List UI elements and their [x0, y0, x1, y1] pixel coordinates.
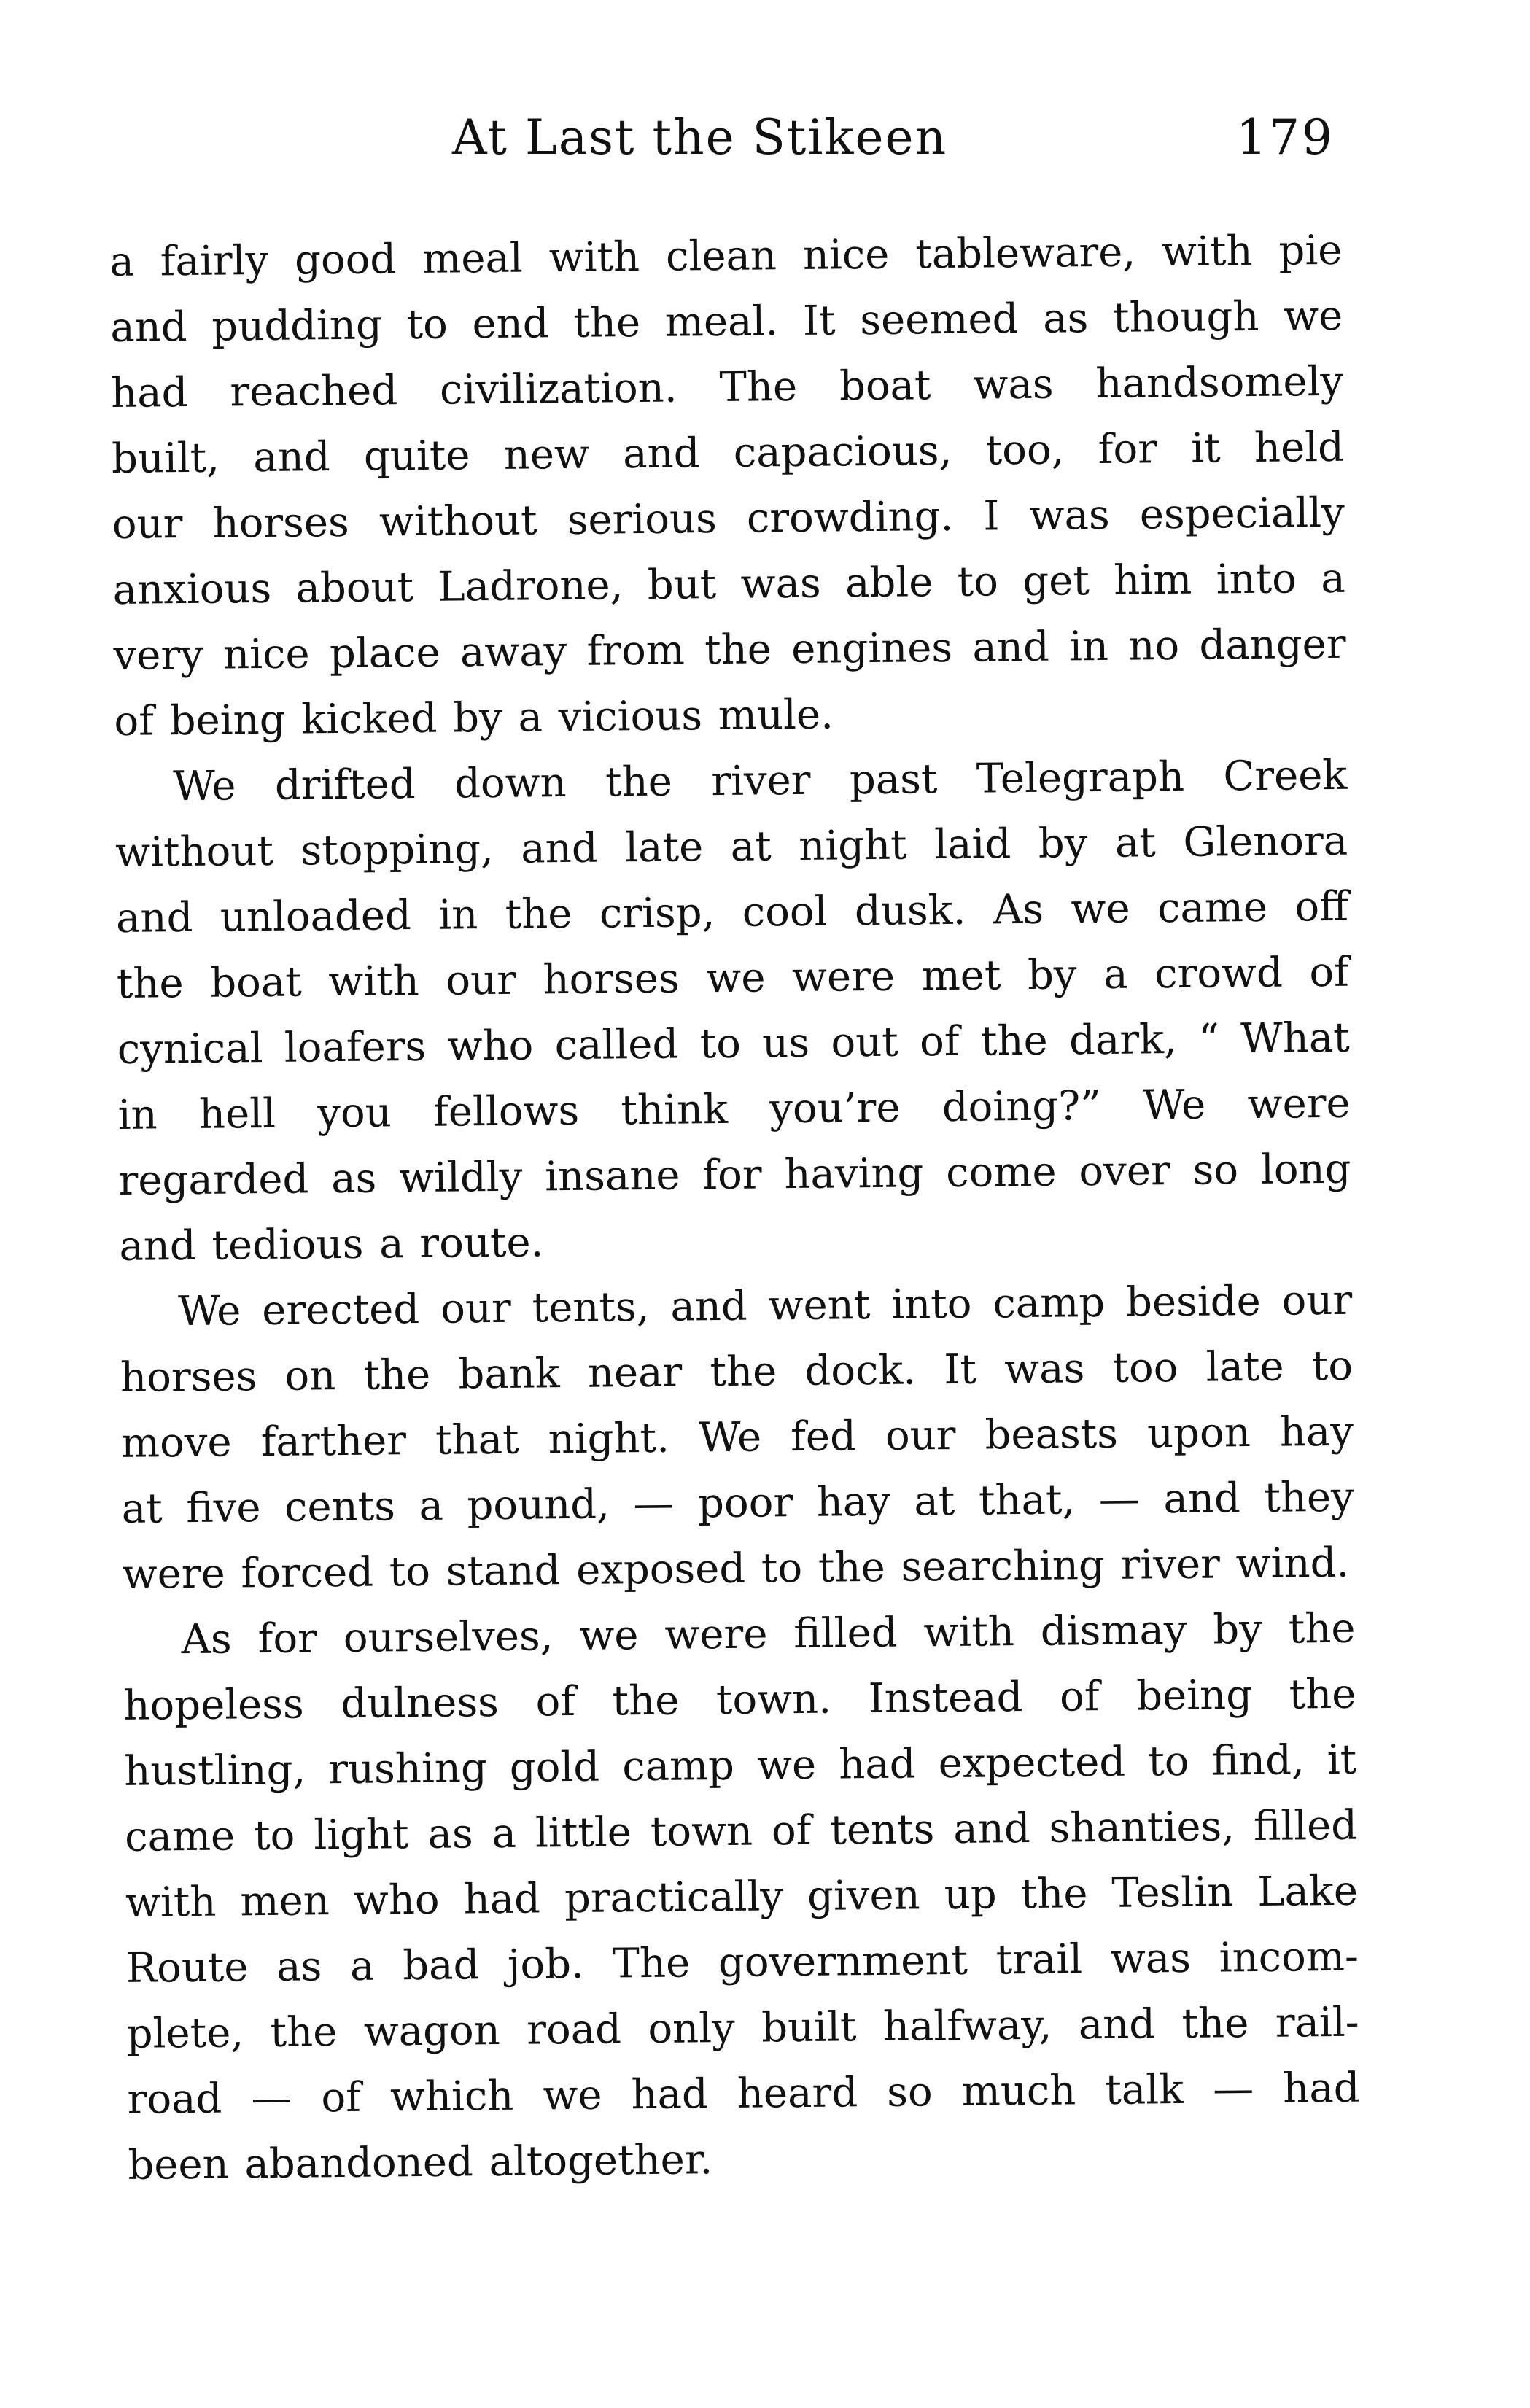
text-line: road — of which we had heard so much talk — had: [127, 2064, 1360, 2124]
text-line: with men who had practically given up the Teslin Lake: [125, 1867, 1359, 1927]
text-line: came to light as a little town of tents and shanties, filled: [124, 1801, 1358, 1861]
text-line: hopeless dulness of the town. Instead of being the: [123, 1670, 1356, 1730]
text-line: regarded as wildly insane for having come over so long: [118, 1145, 1351, 1205]
text-line: and tedious a route.: [119, 1219, 544, 1270]
running-title: At Last the Stikeen: [452, 109, 948, 166]
text-line: We erected our tents, and went into camp beside our: [177, 1276, 1353, 1336]
text-line: in hell you fellows think you’re doing?” We were: [117, 1079, 1351, 1139]
text-line: been abandoned altogether.: [128, 2136, 713, 2189]
text-line: the boat with our horses we were met by a crowd of: [116, 948, 1350, 1008]
text-line: Route as a bad job. The government trail was incom-: [125, 1933, 1359, 1992]
text-line: of being kicked by a vicious mule.: [114, 691, 834, 745]
text-line: cynical loafers who called to us out of the dark, “ What: [117, 1014, 1351, 1073]
text-line: We drifted down the river past Telegraph Creek: [173, 751, 1348, 811]
body-text: [109, 218, 1361, 2199]
text-line: were forced to stand exposed to the searching river wind.: [122, 1539, 1350, 1599]
text-line: As for ourselves, we were filled with dismay by the: [181, 1604, 1356, 1664]
text-line: very nice place away from the engines and in no danger: [113, 620, 1346, 680]
text-line: and unloaded in the crisp, cool dusk. As we came off: [115, 882, 1349, 942]
text-line: anxious about Ladrone, but was able to get him into a: [112, 554, 1345, 614]
text-line: a fairly good meal with clean nice tableware, with pie: [109, 226, 1343, 286]
text-line: horses on the bank near the dock. It was too late to: [120, 1342, 1354, 1402]
text-line: plete, the wagon road only built halfway, and the rail-: [126, 1998, 1359, 2058]
text-line: move farther that night. We fed our beasts upon hay: [120, 1407, 1354, 1467]
page-header: [109, 109, 1335, 190]
text-line: at five cents a pound, — poor hay at that, — and they: [121, 1473, 1355, 1533]
text-line: hustling, rushing gold camp we had expected to find, it: [123, 1736, 1357, 1795]
text-line: and pudding to end the meal. It seemed as though we: [109, 292, 1343, 352]
page-number: 179: [1236, 109, 1335, 166]
text-line: had reached civilization. The boat was handsomely: [110, 357, 1344, 417]
text-line: built, and quite new and capacious, too, for it held: [111, 423, 1345, 483]
text-line: without stopping, and late at night laid by at Glenora: [114, 817, 1348, 877]
text-line: our horses without serious crowding. I was especially: [112, 489, 1345, 548]
